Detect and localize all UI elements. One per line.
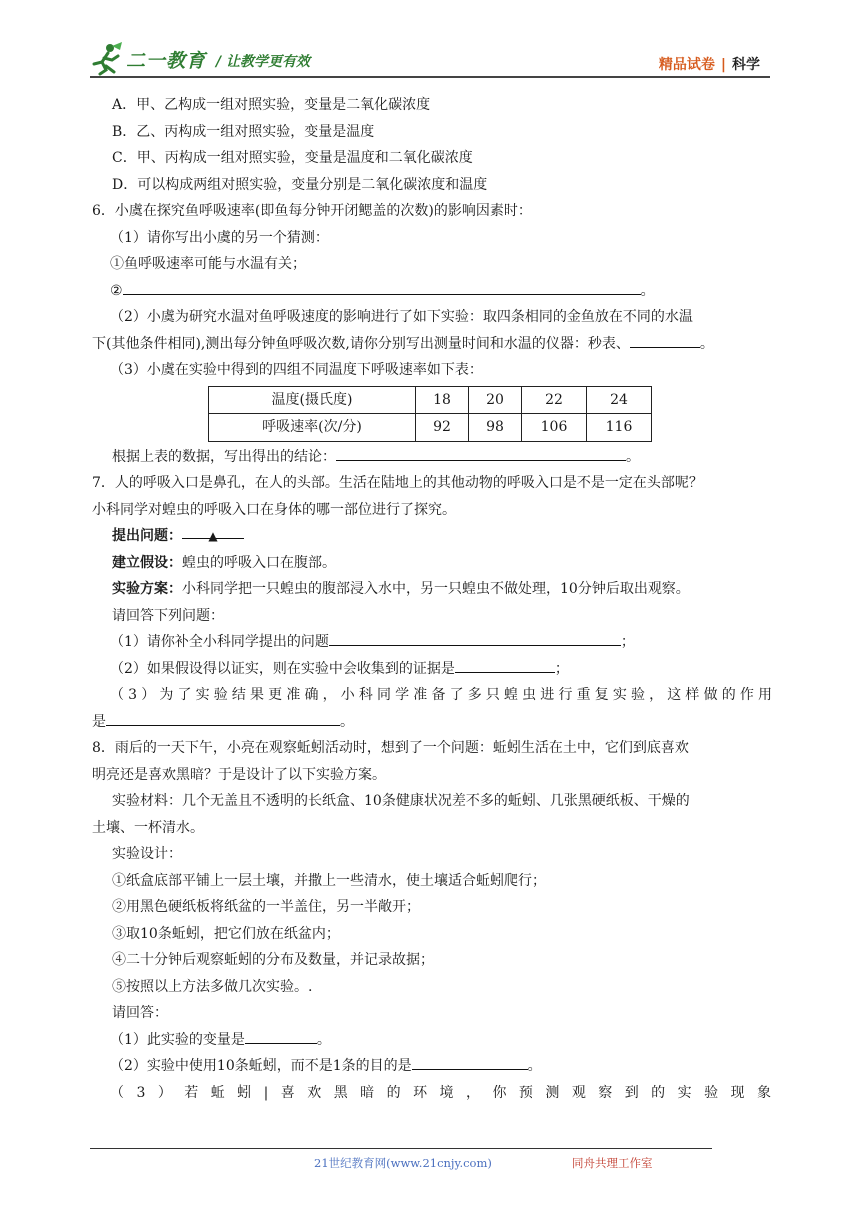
q8-design-label: 实验设计： — [112, 846, 182, 862]
header-divider — [90, 76, 770, 78]
table-cell: 106 — [522, 414, 587, 442]
q7-plan: 实验方案：小科同学把一只蝗虫的腹部浸入水中，另一只蝗虫不做处理，10分钟后取出观察。 — [112, 581, 690, 597]
answer-blank[interactable] — [329, 630, 621, 646]
q7-a2: （2）如果假设得以证实，则在实验中会收集到的证据是 ； — [92, 656, 772, 683]
q7-answer-prompt: 请回答下列问题： — [112, 607, 224, 624]
q8-step-3: ③取10条蚯蚓，把它们放在纸盆内； — [112, 925, 340, 942]
q8-materials-line2: 土壤、一杯清水。 — [92, 819, 204, 836]
q7-a3-line1: （3）为了实验结果更准确，小科同学准备了多只蝗虫进行重复实验，这样做的作用 — [110, 687, 772, 703]
q6-guess2: ② 。 — [92, 278, 772, 305]
table-cell: 116 — [587, 414, 652, 442]
table-cell: 温度(摄氏度) — [209, 386, 416, 414]
table-row — [209, 386, 652, 414]
q6-guess1: ①鱼呼吸速率可能与水温有关； — [110, 256, 306, 272]
table-cell: 22 — [522, 386, 587, 414]
q8-stem-line1: 8．雨后的一天下午，小亮在观察蚯蚓活动时，想到了一个问题：蚯蚓生活在土中，它们到底喜欢 — [92, 740, 689, 756]
header-subject: 科学 — [732, 57, 760, 73]
q6-part2-line2: 下(其他条件相同),测出每分钟鱼呼吸次数,请你分别写出测量时间和水温的仪器：秒表、 。 — [92, 331, 772, 358]
answer-blank[interactable] — [336, 445, 626, 461]
q8-step-5: ⑤按照以上方法多做几次实验。. — [112, 978, 313, 995]
header-right — [659, 54, 760, 74]
table-cell: 92 — [416, 414, 469, 442]
answer-blank[interactable] — [455, 657, 555, 673]
q6-stem: 6．小虞在探究鱼呼吸速率(即鱼每分钟开闭鳃盖的次数)的影响因素时： — [92, 203, 532, 219]
q8-a2: （2）实验中使用10条蚯蚓，而不是1条的目的是 。 — [92, 1053, 772, 1080]
answer-blank[interactable] — [245, 1028, 317, 1044]
table-cell: 18 — [416, 386, 469, 414]
table-cell: 24 — [587, 386, 652, 414]
table-row — [209, 414, 652, 442]
footer-divider — [90, 1148, 712, 1149]
q8-stem-line2: 明亮还是喜欢黑暗？于是设计了以下实验方案。 — [92, 766, 386, 783]
table-cell: 呼吸速率(次/分) — [209, 414, 416, 442]
q7-a1: （1）请你补全小科同学提出的问题 ； — [92, 629, 772, 656]
page-header — [90, 40, 770, 78]
answer-blank[interactable] — [106, 710, 340, 726]
q5-option-d: D．可以构成两组对照实验，变量分别是二氧化碳浓度和温度 — [112, 176, 488, 193]
q5-option-a: A．甲、乙构成一组对照实验，变量是二氧化碳浓度 — [112, 97, 431, 113]
q5-option-c: C．甲、丙构成一组对照实验，变量是温度和二氧化碳浓度 — [112, 150, 473, 166]
footer-source[interactable]: 21世纪教育网(www.21cnjy.com) — [314, 1156, 492, 1170]
q7-stem-line2: 小科同学对蝗虫的呼吸入口在身体的哪一部位进行了探究。 — [92, 501, 456, 518]
q6-conclusion: 根据上表的数据，写出得出的结论： 。 — [92, 444, 772, 471]
brand-name: 二一教育 — [126, 50, 207, 72]
table-cell: 20 — [469, 386, 522, 414]
q8-answer-prompt: 请回答： — [112, 1005, 168, 1021]
q7-hypothesis: 建立假设：蝗虫的呼吸入口在腹部。 — [112, 554, 336, 571]
q8-step-4: ④二十分钟后观察蚯蚓的分布及数量，并记录故据； — [112, 952, 434, 968]
header-tag: 精品试卷 — [658, 57, 715, 73]
q6-part1: （1）请你写出小虞的另一个猜测： — [110, 229, 329, 246]
respiration-table — [208, 386, 652, 442]
q6-part2-line1: （2）小虞为研究水温对鱼呼吸速度的影响进行了如下实验：取四条相同的金鱼放在不同的水温 — [110, 309, 693, 325]
brand-slogan: / 让教学更有效 — [216, 54, 310, 70]
q5-option-b: B．乙、丙构成一组对照实验，变量是温度 — [112, 123, 375, 140]
q8-materials-line1: 实验材料：几个无盖且不透明的长纸盒、10条健康状况差不多的蚯蚓、几张黑硬纸板、干燥的 — [112, 793, 690, 809]
q7-ask: 提出问题： ▲ — [92, 523, 772, 550]
answer-blank[interactable] — [123, 279, 641, 295]
q6-part3: （3）小虞在实验中得到的四组不同温度下呼吸速率如下表： — [110, 362, 483, 378]
q7-stem-line1: 7．人的呼吸入口是鼻孔，在人的头部。生活在陆地上的其他动物的呼吸入口是不是一定在头部呢？ — [92, 475, 703, 491]
answer-blank[interactable] — [412, 1054, 528, 1070]
answer-blank[interactable] — [630, 332, 700, 348]
q8-a1: （1）此实验的变量是 。 — [92, 1027, 772, 1054]
document-body — [92, 92, 772, 1106]
footer-studio: 同舟共理工作室 — [572, 1156, 653, 1170]
q8-a3: （3）若蚯蚓|喜欢黑暗的环境，你预测观察到的实验现象 — [110, 1084, 772, 1101]
table-cell: 98 — [469, 414, 522, 442]
q7-a3-line2: 是 。 — [92, 709, 772, 736]
runner-logo-icon — [90, 42, 124, 76]
q8-step-1: ①纸盒底部平铺上一层土壤，并撒上一些清水，使土壤适合蚯蚓爬行； — [112, 872, 546, 889]
header-separator: | — [720, 57, 726, 73]
q8-step-2: ②用黑色硬纸板将纸盆的一半盖住，另一半敞开； — [112, 899, 420, 915]
